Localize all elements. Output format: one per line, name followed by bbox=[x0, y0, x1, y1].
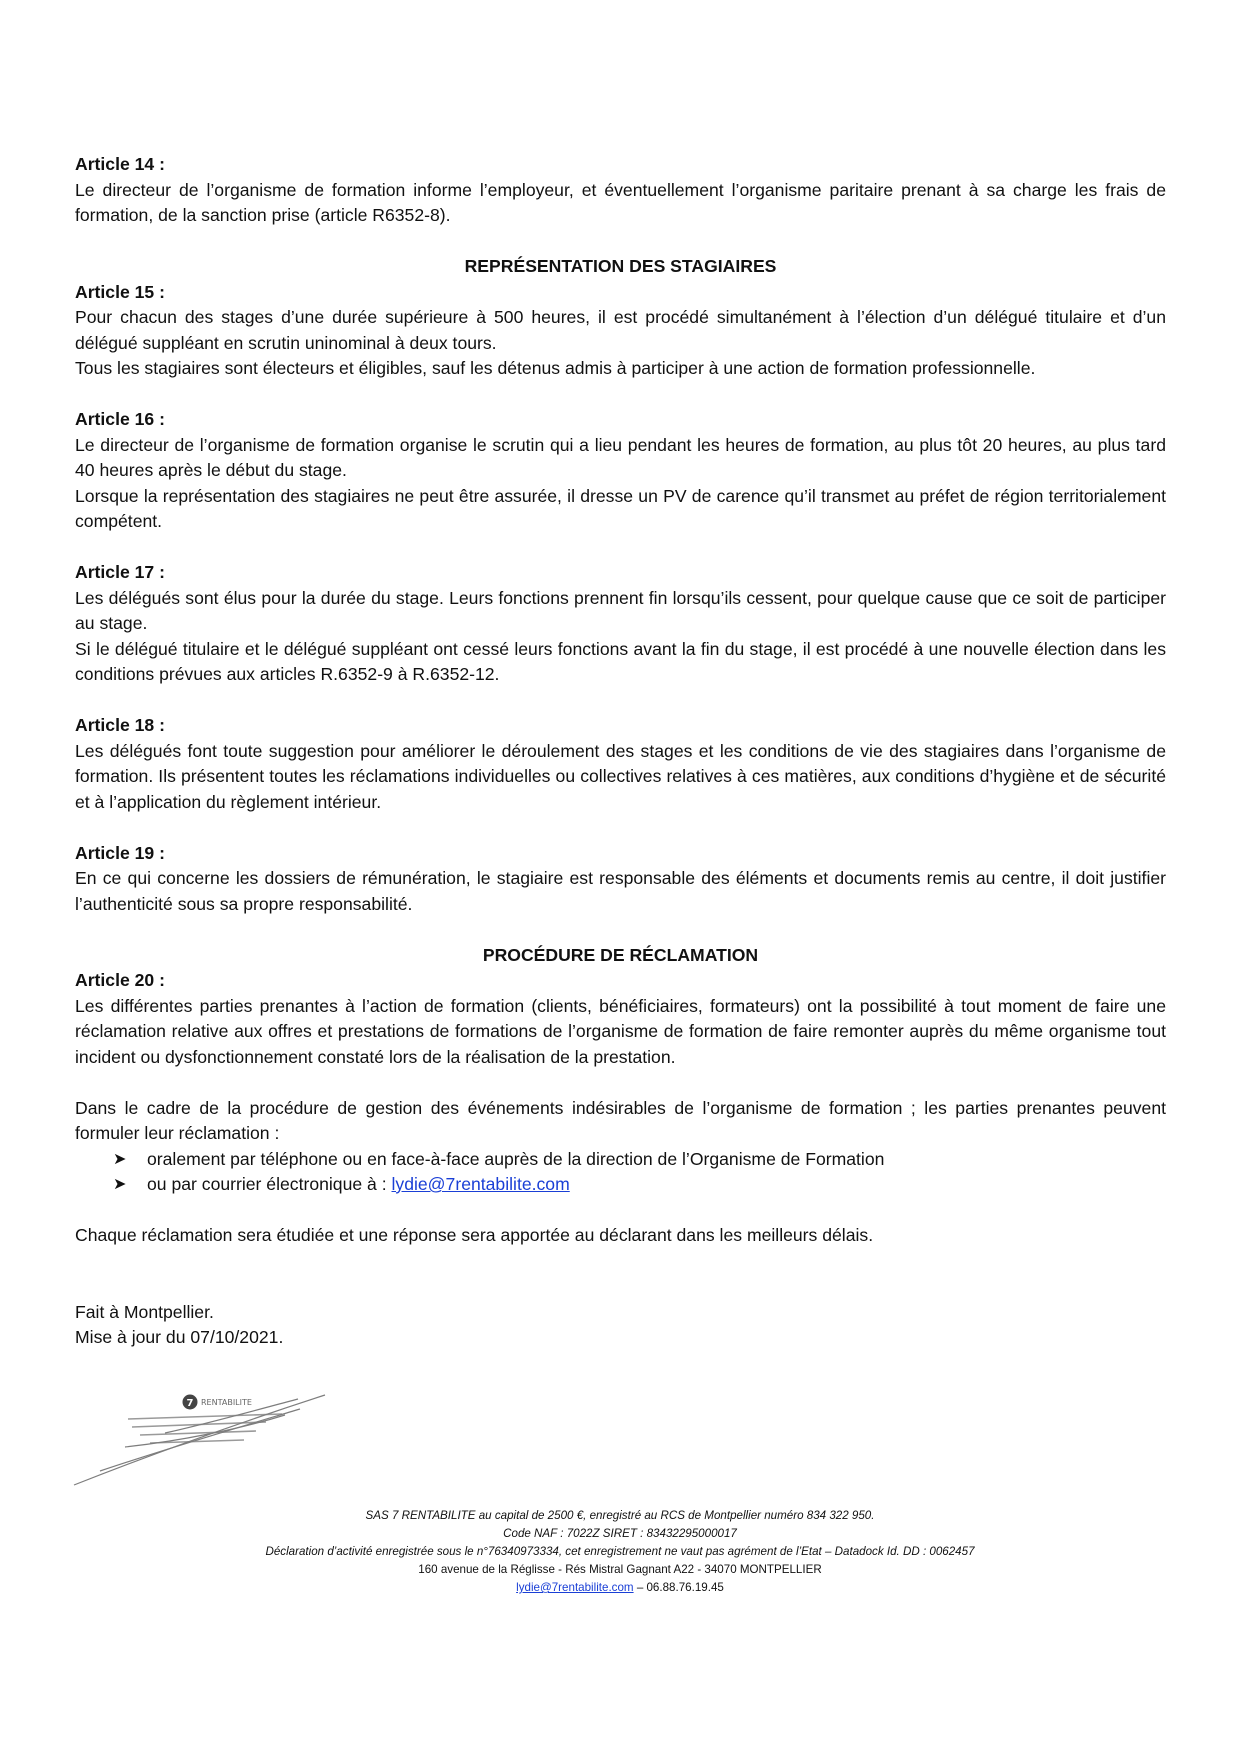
stamp-faded-lines bbox=[128, 1414, 282, 1443]
section-title-representation: REPRÉSENTATION DES STAGIAIRES bbox=[464, 256, 777, 276]
spacer bbox=[75, 1274, 1166, 1300]
footer-naf-siret-line: Code NAF : 7022Z SIRET : 83432295000017 bbox=[503, 1527, 737, 1540]
company-stamp-signature bbox=[70, 1385, 370, 1495]
spacer bbox=[75, 382, 1166, 408]
signature-strokes bbox=[74, 1395, 325, 1485]
signoff-place: Fait à Montpellier. bbox=[75, 1301, 214, 1322]
article-16-title: Article 16 : bbox=[75, 409, 165, 429]
article-15-title: Article 15 : bbox=[75, 281, 165, 302]
article-20-title: Article 20 : bbox=[75, 970, 165, 990]
article-18-title: Article 18 : bbox=[75, 715, 165, 735]
signoff-update-date: Mise à jour du 07/10/2021. bbox=[75, 1327, 284, 1347]
footer-email-link[interactable]: lydie@7rentabilite.com bbox=[516, 1581, 634, 1594]
section-title-reclamation: PROCÉDURE DE RÉCLAMATION bbox=[482, 944, 759, 965]
bullet-text-oral: oralement par téléphone ou en face-à-face auprès de la direction de l’Organisme de Formation bbox=[147, 1148, 885, 1169]
article-20-paragraph-2: Dans le cadre de la procédure de gestion des événements indésirables de l’organisme de formation ; les parties prenantes peuvent formuler leur réclamation : bbox=[75, 1097, 1166, 1143]
list-item bbox=[113, 1147, 1166, 1173]
spacer bbox=[75, 815, 1166, 841]
article-14-text: Le directeur de l’organisme de formation informe l’employeur, et éventuellement l’organisme paritaire prenant à sa charge les frais de formation, de la sanction prise (article R6352-8). bbox=[75, 179, 1166, 225]
article-16-paragraph-1: Le directeur de l’organisme de formation organise le scrutin qui a lieu pendant les heures de formation, au plus tôt 20 heures, au plus tard 40 heures après le début du stage. bbox=[75, 434, 1166, 480]
stamp-logo bbox=[183, 1395, 252, 1410]
article-20-paragraph-3: Chaque réclamation sera étudiée et une réponse sera apportée au déclarant dans les meilleurs délais. bbox=[75, 1225, 874, 1245]
spacer bbox=[75, 917, 1166, 943]
article-15-paragraph-2: Tous les stagiaires sont électeurs et éligibles, sauf les détenus admis à participer à une action de formation professionnelle. bbox=[75, 358, 1036, 378]
article-17-title: Article 17 : bbox=[75, 562, 165, 582]
article-17-paragraph-2: Si le délégué titulaire et le délégué suppléant ont cessé leurs fonctions avant la fin du stage, il est procédé à une nouvelle élection dans les conditions prévues aux articles R.6352-9 à R.6352-12. bbox=[75, 638, 1166, 684]
spacer bbox=[75, 1198, 1166, 1224]
arrowhead-bullet-icon: ➤ bbox=[113, 1176, 127, 1193]
article-14-title: Article 14 : bbox=[75, 154, 165, 174]
spacer bbox=[75, 229, 1166, 255]
company-footer bbox=[0, 1507, 1240, 1597]
list-item bbox=[113, 1172, 1166, 1198]
stamp-logo-number: 7 bbox=[186, 1398, 194, 1409]
footer-declaration-line: Déclaration d’activité enregistrée sous le n°76340973334, cet enregistrement ne vaut pas agrément de l’Etat – Datadock Id. DD : 0062457 bbox=[265, 1545, 975, 1558]
document-body bbox=[75, 152, 1166, 1351]
spacer bbox=[75, 1070, 1166, 1096]
spacer bbox=[75, 1249, 1166, 1275]
reclamation-channels-list bbox=[75, 1147, 1166, 1198]
footer-address-line: 160 avenue de la Réglisse - Rés Mistral Gagnant A22 - 34070 MONTPELLIER bbox=[418, 1563, 822, 1576]
footer-phone: – 06.88.76.19.45 bbox=[633, 1581, 724, 1594]
article-19-text: En ce qui concerne les dossiers de rémunération, le stagiaire est responsable des éléments et documents remis au centre, il doit justifier l’authenticité sous sa propre responsabilité. bbox=[75, 868, 1166, 914]
arrowhead-bullet-icon: ➤ bbox=[113, 1150, 127, 1168]
contact-email-link[interactable]: lydie@7rentabilite.com bbox=[391, 1174, 570, 1194]
spacer bbox=[75, 688, 1166, 714]
spacer bbox=[75, 535, 1166, 561]
article-17-paragraph-1: Les délégués sont élus pour la durée du stage. Leurs fonctions prennent fin lorsqu’ils cessent, pour quelque cause que ce soit de participer au stage. bbox=[75, 587, 1166, 633]
article-20-paragraph-1: Les différentes parties prenantes à l’action de formation (clients, bénéficiaires, formateurs) ont la possibilité à tout moment de faire une réclamation relative aux offres et prestations de formations de l’organisme de formation de faire remonter auprès du même organisme tout incident ou dysfonctionnement constaté lors de la réalisation de la prestation. bbox=[75, 995, 1166, 1067]
article-15-paragraph-1: Pour chacun des stages d’une durée supérieure à 500 heures, il est procédé simultanément à l’élection d’un délégué titulaire et d’un délégué suppléant en scrutin uninominal à deux tours. bbox=[75, 307, 1166, 353]
footer-company-line: SAS 7 RENTABILITE au capital de 2500 €, enregistré au RCS de Montpellier numéro 834 322 950. bbox=[365, 1509, 875, 1522]
stamp-logo-text: RENTABILITE bbox=[201, 1398, 252, 1407]
article-16-paragraph-2: Lorsque la représentation des stagiaires ne peut être assurée, il dresse un PV de carence qu’il transmet au préfet de région territorialement compétent. bbox=[75, 485, 1166, 531]
footer-contact-line bbox=[0, 1579, 1240, 1597]
bullet-text-email-prefix: ou par courrier électronique à : bbox=[147, 1174, 392, 1194]
article-18-text: Les délégués font toute suggestion pour améliorer le déroulement des stages et les conditions de vie des stagiaires dans l’organisme de formation. Ils présentent toutes les réclamations individuelles ou collectives relatives à ces matières, aux conditions d’hygiène et de sécurité et à l’application du règlement intérieur. bbox=[75, 740, 1166, 812]
article-19-title: Article 19 : bbox=[75, 842, 165, 863]
